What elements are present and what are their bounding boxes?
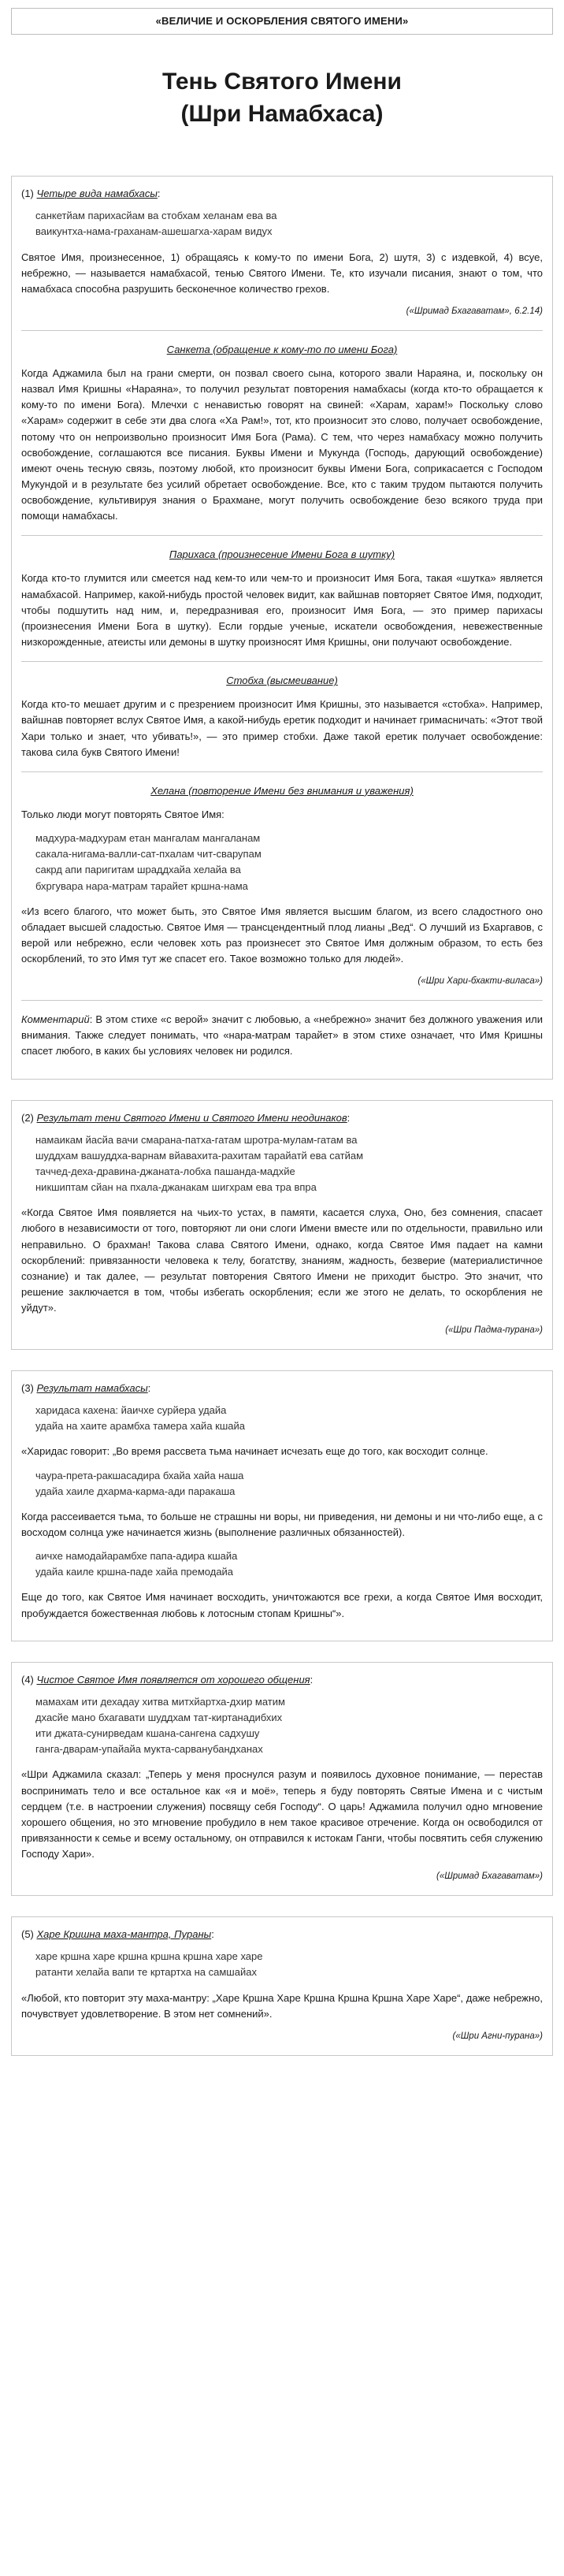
page-title [11, 66, 553, 130]
source-citation: («Шри Агни-пурана») [452, 2031, 543, 2041]
section-heading: (1) Четыре вида намабхасы: [21, 188, 161, 200]
section-number: (5) [21, 1928, 34, 1941]
title-line-1: Тень Святого Имени [161, 69, 402, 95]
paragraph: «Любой, кто повторит эту маха-мантру: „Харе Кршна Харе Кршна Кршна Кршна Харе Харе“, даже небрежно, почувствует удовлетворение. В этом нет сомнений». [21, 1991, 543, 2020]
verse-line: дхасйе мано бхагавати шуддхам тат-киртанадибхих [35, 1712, 283, 1723]
verse-block [35, 1403, 543, 1434]
verse-line: мадхура-мадхурам етан мангалам мангаланам [35, 832, 261, 845]
section-number: (1) [21, 188, 34, 200]
source-citation: («Шримад Бхагаватам», 6.2.14) [406, 306, 543, 316]
paragraph: Когда Аджамила был на грани смерти, он позвал своего сына, которого звали Нараяна, и, поскольку он назвал Имя Кришны «Нараяна», то получил результат повторения намабхасы (когда кто-то обращается к кому-то по имени Бога). Млечхи с ненавистью говорят на свиней: «Харам, харам!» Поскольку слово «Харам» содержит в себе эти два слога «Ха Рам!», тот, кто произносит это слово, получает освобождение, потому что он непроизвольно произносит Имя Бога (Рама). С тем, что через намабхасу можно получить освобождение, соглашаются все писания. Буквы Имени и Мукунда (Господь, дарующий освобождение) имеют очень тесную связь, поэтому любой, кто произносит буквы Имени Бога, соприкасается с Господом Мукундой и в результате без усилий обретает освобождение. Все, кто с таким трудом пытаются получить освобождение, культивируя знания о Брахмане, могут получить освобождение безо всякого труда при помощи намабхасы. [21, 366, 543, 522]
paragraph: «Харидас говорит: „Во время рассвета тьма начинает исчезать еще до того, как восходит солнце. [21, 1445, 488, 1458]
section-title-link[interactable]: Чистое Святое Имя появляется от хорошего общения [36, 1673, 310, 1686]
verse-line: бхргувара нара-матрам тарайет кршна-нама [35, 879, 248, 892]
verse-line: ваикунтха-нама-граханам-ашешагха-харам видух [35, 225, 273, 238]
verse-block [35, 208, 543, 240]
subsection-title-stobha: Стобха (высмеивание) [226, 675, 338, 687]
section-title-link[interactable]: Результат тени Святого Имени и Святого Имени неодинаков [36, 1111, 347, 1124]
section-heading: (3) Результат намабхасы: [21, 1382, 151, 1395]
section-title-link[interactable]: Харе Кришна маха-мантра, Пураны [36, 1928, 212, 1941]
section-four-types [11, 176, 553, 1079]
subsection-title-parihasa: Парихаса (произнесение Имени Бога в шутку) [169, 548, 395, 561]
divider [21, 535, 543, 536]
verse-line: ити джата-сунирведам кшана-сангена садхушу [35, 1727, 260, 1740]
paragraph: Когда кто-то глумится или смеется над кем-то или чем-то и произносит Имя Бога, такая «шутка» является намабхасой. Например, какой-нибудь простой человек видит, как вайшнав повторяет Святое Имя, подходит, чтобы подшутить над ним, и, передразнивая его, произносит Имя Бога, — это пример парихасы (произнесения Имени Бога в шутку). Если гордые ученые, искатели освобождения, невежественные низкорожденные, атеисты или демоны в шутку произносят Имя Кришны, они получают освобождение. [21, 572, 543, 649]
section-title-link[interactable]: Результат намабхасы [36, 1382, 148, 1395]
verse-line: харидаса кахена: йаичхе сурйера удайа [35, 1404, 227, 1417]
source-citation: («Шри Падма-пурана») [445, 1325, 543, 1336]
section-pure-name [11, 1662, 553, 1896]
section-heading: (5) Харе Кришна маха-мантра, Пураны: [21, 1928, 214, 1941]
paragraph: «Когда Святое Имя появляется на чьих-то устах, в памяти, касается слуха, Оно, без сомнения, спасает любого в независимости от того, повторяют ли они слоги Имени вместе или по отдельности, правильно или неправильно. О брахман! Такова слава Святого Имени, однако, когда Святое Имя падает на камни оскорблений: привязанности человека к телу, богатству, знаниям, жадность, безверие (материалистичное сознание) и так далее, — результат повторения Святого Имени не приходит быстро. Это значит, что решение заключается в том, чтобы избегать оскорбления; если же этого не делать, то оскорбления не уйдут». [21, 1206, 543, 1314]
subsection-title-helana: Хелана (повторение Имени без внимания и уважения) [150, 784, 414, 797]
verse-line: шуддхам вашуддха-варнам вйавахита-рахитам тарайатй ева сатйам [35, 1149, 364, 1162]
verse-line: удайа каиле кршна-паде хайа премодайа [35, 1566, 234, 1578]
paragraph: Только люди могут повторять Святое Имя: [21, 808, 224, 821]
divider [21, 771, 543, 772]
section-number: (3) [21, 1382, 34, 1395]
divider [21, 661, 543, 662]
verse-line: таччед-деха-дравина-джаната-лобха пашанда-мадхйе [35, 1165, 295, 1177]
verse-line: ратанти хелайа вапи те кртартха на самшайах [35, 1966, 257, 1979]
paragraph: Еще до того, как Святое Имя начинает восходить, уничтожаются все грехи, а когда Святое Имя восходит, пробуждается божественная любовь к лотосным стопам Кришны“». [21, 1591, 543, 1619]
verse-line: ганга-дварам-упайайа мукта-сарванубандханах [35, 1743, 263, 1756]
section-maha-mantra [11, 1916, 553, 2056]
verse-line: намаикам йасйа вачи смарана-патха-гатам шротра-мулам-гатам ва [35, 1133, 358, 1146]
verse-block [35, 1468, 543, 1500]
paragraph: Когда рассеивается тьма, то больше не страшны ни воры, ни приведения, ни демоны и ни что-либо еще, а с восходом солнца уже начинается жизнь (выполнение различных обязанностей). [21, 1510, 543, 1539]
comment-paragraph [21, 1012, 543, 1059]
verse-line: удайа на хаите арамбха тамера хайа кшайа [35, 1420, 245, 1433]
verse-line: никшиптам сйан на пхала-джанакам шигхрам ева тра впра [35, 1181, 317, 1194]
title-line-2: (Шри Намабхаса) [180, 100, 384, 127]
verse-line: мамахам ити дехадау хитва митхйартха-дхир матим [35, 1695, 285, 1708]
verse-block [35, 831, 543, 894]
verse-line: аичхе намодайарамбхе папа-адира кшайа [35, 1550, 238, 1563]
verse-line: удайа хаиле дхарма-карма-ади паракаша [35, 1485, 236, 1497]
section-result-difference [11, 1100, 553, 1351]
verse-block [35, 1132, 543, 1196]
verse-line: сакрд апи паригитам шраддхайа хелайа ва [35, 864, 241, 876]
section-number: (4) [21, 1673, 34, 1686]
paragraph: «Из всего благого, что может быть, это Святое Имя является высшим благом, из всего сладостного оно обладает высшей сладостью. Святое Имя — трансцендентный плод лианы „Вед“. О лучший из Бхаргавов, с верой или небрежно, если человек хоть раз произнесет это Святое Имя должным образом, то есть без оскорблений, то это Имя тут же спасет его. Такое возможно только для людей». [21, 905, 543, 965]
verse-line: санкетйам парихасйам ва стобхам хеланам ева ва [35, 210, 277, 222]
paragraph: Когда кто-то мешает другим и с презрением произносит Имя Кришны, это называется «стобха». Например, вайшнав повторяет вслух Святое Имя, а какой-нибудь еретик подходит и начинает гримасничать: «Этот твой Хари только и знает, что убивать!», — это пример стобхи. Даже такой еретик получает освобождение: такова сила букв Святого Имени! [21, 698, 543, 758]
comment-text: : В этом стихе «с верой» значит с любовью, а «небрежно» значит без должного уважения или внимания. Также следует понимать, что «нара-матрам тарайет» в этом стихе означает, что Имя Кришны спасет любого, в каких бы условиях человек ни родился. [21, 1013, 543, 1058]
section-heading: (2) Результат тени Святого Имени и Святого Имени неодинаков: [21, 1111, 351, 1124]
source-citation: («Шри Хари-бхакти-виласа») [417, 976, 543, 987]
verse-line: сакала-нигама-валли-сат-пхалам чит-сварупам [35, 848, 262, 861]
verse-block [35, 1694, 543, 1758]
section-title-link[interactable]: Четыре вида намабхасы [36, 188, 158, 200]
source-citation: («Шримад Бхагаватам») [436, 1872, 543, 1882]
paragraph: «Шри Аджамила сказал: „Теперь у меня проснулся разум и появилось духовное понимание, — перестав воспринимать тело и все остальное как «я и моё», теперь я буду повторять Святые Имена и с чистым сердцем (т.е. в настроении служения) посвящу себя Господу“. О царь! Аджамила получил одно мгновение хорошего общения, но это мгновение пробудило в нем такое красивое отречение. Когда он освободился от привязанности к семье и всему остальному, он отправился к истокам Ганги, чтобы посвятить себя служению Господу Хари». [21, 1768, 543, 1860]
section-namabhasa-result [11, 1370, 553, 1641]
section-heading: (4) Чистое Святое Имя появляется от хорошего общения: [21, 1673, 314, 1686]
divider [21, 330, 543, 331]
comment-label: Комментарий [21, 1013, 90, 1026]
verse-line: чаура-прета-ракшасадира бхайа хайа наша [35, 1469, 244, 1481]
section-number: (2) [21, 1111, 34, 1124]
page-header: «ВЕЛИЧИЕ И ОСКОРБЛЕНИЯ СВЯТОГО ИМЕНИ» [11, 8, 553, 35]
verse-block [35, 1548, 543, 1580]
divider [21, 1000, 543, 1001]
paragraph: Святое Имя, произнесенное, 1) обращаясь к кому-то по имени Бога, 2) шутя, 3) с издевкой, 4) всуе, небрежно, — называется намабхасой, тенью Святого Имени. Те, кто изучали писания, знают о том, что намабхаса способна разрушить бесконечное количество грехов. [21, 251, 543, 295]
verse-block [35, 1949, 543, 1980]
subsection-title-sanketa: Санкета (обращение к кому-то по имени Бога) [166, 343, 398, 355]
verse-line: харе кршна харе кршна кршна кршна харе харе [35, 1950, 263, 1963]
